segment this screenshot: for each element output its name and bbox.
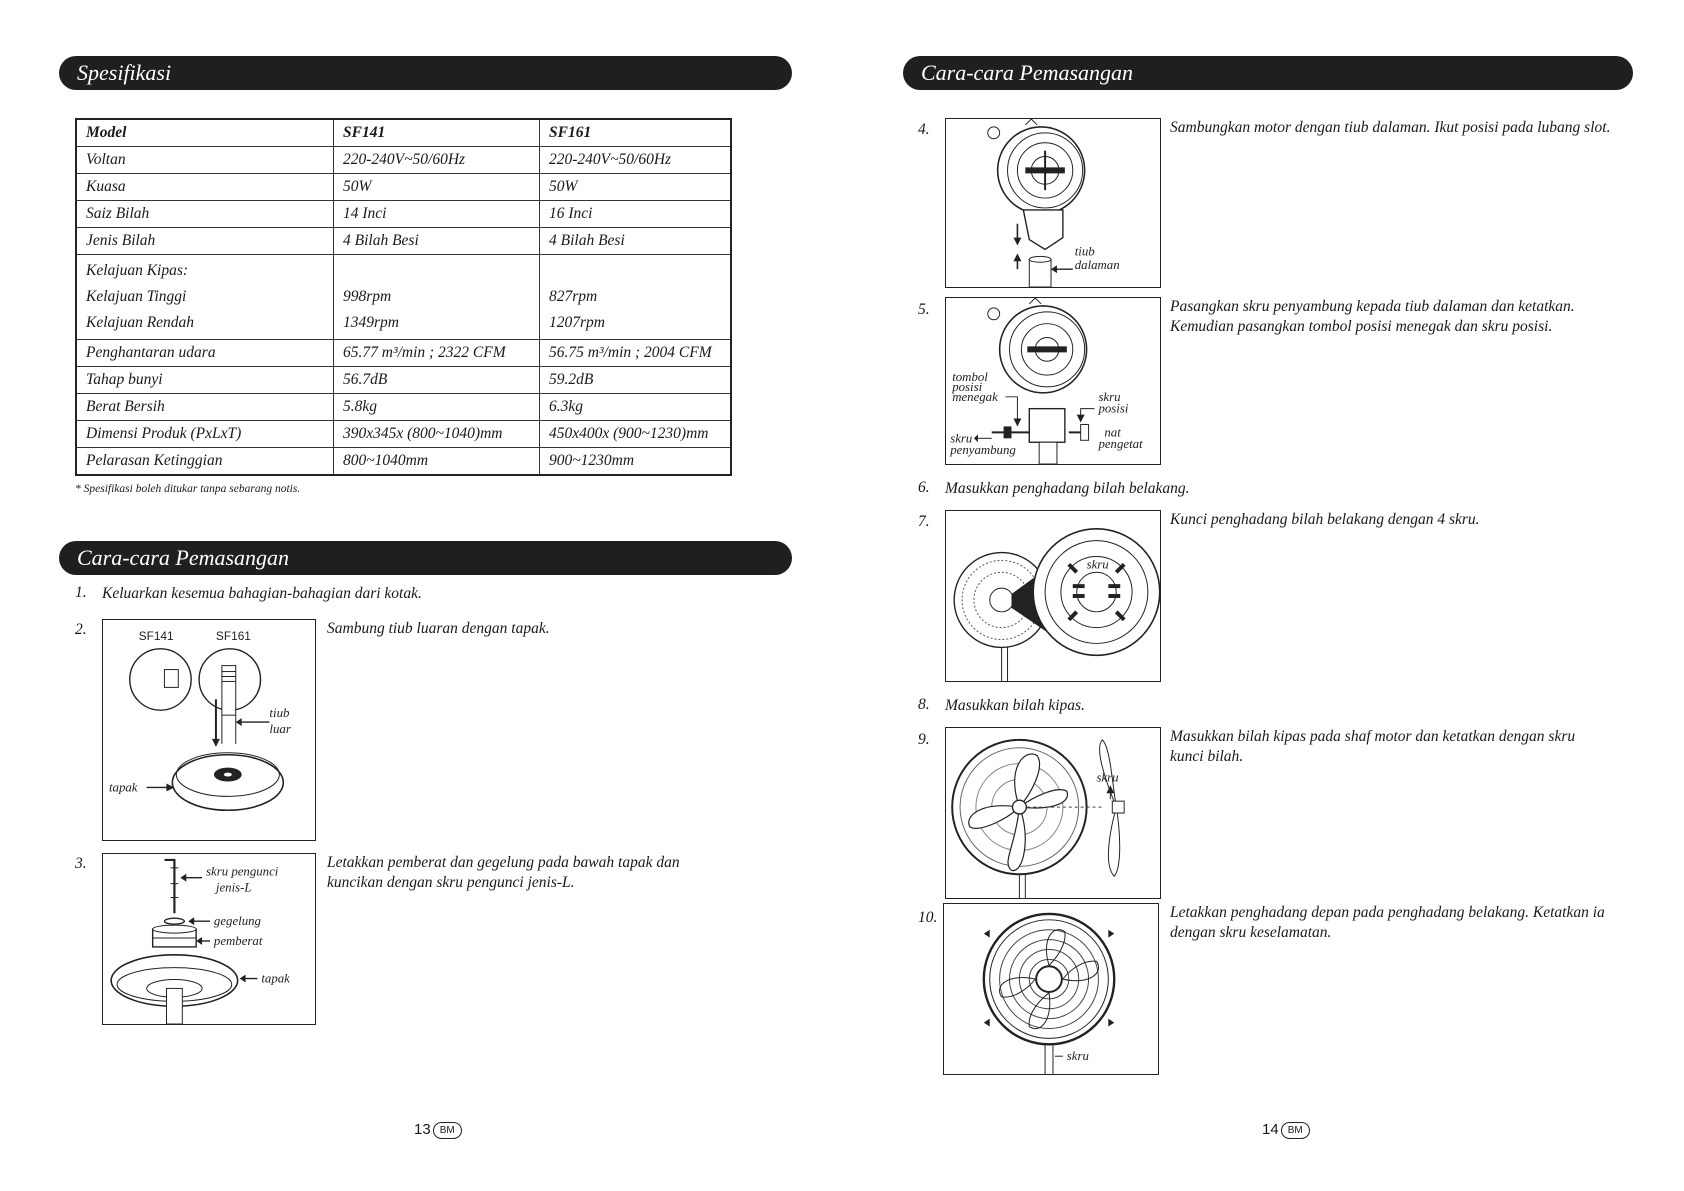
label-screw-1: skru pengunci — [206, 864, 279, 879]
table-cell: 4 Bilah Besi — [540, 228, 732, 255]
language-badge: BM — [433, 1122, 462, 1139]
label-nut-1: nat — [1104, 425, 1121, 440]
label-ring: gegelung — [213, 914, 261, 929]
label-weight: pemberat — [213, 933, 263, 948]
label-pos-2: posisi — [1098, 401, 1129, 416]
page-number: 14 — [1262, 1121, 1279, 1138]
step-number: 6. — [918, 479, 930, 496]
speed-high-label: Kelajuan Tinggi — [86, 288, 187, 305]
rear-guard-illustration — [946, 511, 1160, 681]
table-row — [76, 448, 731, 476]
speed-high-sf161: 827rpm — [549, 288, 598, 305]
table-cell: 14 Inci — [334, 201, 540, 228]
step-text: Pasangkan skru penyambung kepada tiub dalaman dan ketatkan. Kemudian pasangkan tombol posisi menegak dan skru posisi. — [1170, 298, 1575, 335]
table-cell — [76, 255, 334, 340]
figure-step-10 — [943, 903, 1159, 1075]
page-number-right — [1262, 1121, 1310, 1139]
step-text: Sambungkan motor dengan tiub dalaman. Ikut posisi pada lubang slot. — [1170, 119, 1611, 136]
table-cell: 900~1230mm — [540, 448, 732, 476]
table-cell — [334, 255, 540, 340]
table-cell: 390x345x (800~1040)mm — [334, 421, 540, 448]
figure-step-4 — [945, 118, 1161, 288]
table-cell: Voltan — [76, 147, 334, 174]
step-number: 9. — [918, 731, 930, 748]
speed-low-sf141: 1349rpm — [343, 314, 399, 331]
step-text: Masukkan bilah kipas. — [945, 697, 1085, 714]
install-section-title-right: Cara-cara Pemasangan — [903, 56, 1633, 90]
label-screw: skru — [1066, 1049, 1089, 1064]
motor-tube-illustration — [946, 119, 1160, 287]
table-row — [76, 147, 731, 174]
label-sf161: SF161 — [215, 628, 251, 643]
figure-step-7 — [945, 510, 1161, 682]
table-cell: 59.2dB — [540, 367, 732, 394]
table-row — [76, 201, 731, 228]
label-tube-2: dalaman — [1074, 258, 1120, 273]
header-cell: SF161 — [540, 119, 732, 147]
table-cell: 56.75 m³/min ; 2004 CFM — [540, 340, 732, 367]
label-screw-2: jenis-L — [215, 880, 252, 895]
figure-step-3 — [102, 853, 316, 1025]
language-badge: BM — [1281, 1122, 1310, 1139]
label-screw: skru — [1086, 557, 1109, 572]
step-number: 3. — [75, 855, 87, 872]
table-header-row — [76, 119, 731, 147]
table-cell: 800~1040mm — [334, 448, 540, 476]
step-text: Kunci penghadang bilah belakang dengan 4 skru. — [1170, 511, 1480, 528]
install-section-title-left: Cara-cara Pemasangan — [59, 541, 792, 575]
spec-section-title: Spesifikasi — [59, 56, 792, 90]
speed-low-sf161: 1207rpm — [549, 314, 605, 331]
label-tube-2: luar — [269, 721, 291, 736]
table-cell: Kuasa — [76, 174, 334, 201]
fan-blade-illustration — [946, 728, 1160, 898]
figure-step-9 — [945, 727, 1161, 899]
label-sf141: SF141 — [138, 628, 174, 643]
step-text: Letakkan penghadang depan pada penghadang belakang. Ketatkan ia dengan skru keselamatan. — [1170, 904, 1605, 941]
step-text: Sambung tiub luaran dengan tapak. — [327, 620, 550, 637]
step-number: 10. — [918, 909, 938, 926]
table-row — [76, 174, 731, 201]
table-cell: 56.7dB — [334, 367, 540, 394]
table-cell: Berat Bersih — [76, 394, 334, 421]
weight-assembly-illustration — [103, 854, 315, 1024]
table-cell: 50W — [334, 174, 540, 201]
step-number: 2. — [75, 621, 87, 638]
figure-step-5 — [945, 297, 1161, 465]
step-text: Keluarkan kesemua bahagian-bahagian dari kotak. — [102, 585, 422, 602]
spec-note: * Spesifikasi boleh ditukar tanpa sebarang notis. — [75, 483, 301, 495]
label-conn-2: penyambung — [950, 443, 1016, 458]
label-base: tapak — [108, 780, 138, 795]
label-nut-2: pengetat — [1098, 437, 1143, 452]
label-conn-1: skru — [950, 431, 973, 446]
label-screw: skru — [1096, 770, 1119, 785]
table-row — [76, 421, 731, 448]
speed-high-sf141: 998rpm — [343, 288, 392, 305]
table-cell: 450x400x (900~1230)mm — [540, 421, 732, 448]
base-assembly-illustration — [103, 620, 315, 840]
step-number: 1. — [75, 584, 87, 601]
label-tube-1: tiub — [269, 706, 290, 721]
page-number-left — [414, 1121, 462, 1139]
table-cell: 220-240V~50/60Hz — [334, 147, 540, 174]
table-cell: 4 Bilah Besi — [334, 228, 540, 255]
table-cell: 16 Inci — [540, 201, 732, 228]
header-cell: SF141 — [334, 119, 540, 147]
step-number: 4. — [918, 121, 930, 138]
table-row — [76, 228, 731, 255]
table-cell: 5.8kg — [334, 394, 540, 421]
table-cell: Saiz Bilah — [76, 201, 334, 228]
page-number: 13 — [414, 1121, 431, 1138]
knob-screw-illustration — [946, 298, 1160, 464]
table-cell — [540, 255, 732, 340]
table-cell: Penghantaran udara — [76, 340, 334, 367]
table-cell: Jenis Bilah — [76, 228, 334, 255]
label-base: tapak — [261, 971, 290, 986]
spec-table — [75, 118, 732, 476]
table-row-speed — [76, 255, 731, 340]
table-row — [76, 340, 731, 367]
table-cell: 220-240V~50/60Hz — [540, 147, 732, 174]
label-knob-3: menegak — [952, 389, 998, 404]
step-number: 7. — [918, 513, 930, 530]
label-pos-1: skru — [1098, 389, 1121, 404]
table-cell: 50W — [540, 174, 732, 201]
front-guard-illustration — [944, 904, 1158, 1074]
label-knob-1: tombol — [952, 370, 988, 384]
step-text: Masukkan bilah kipas pada shaf motor dan ketatkan dengan skru kunci bilah. — [1170, 728, 1576, 765]
speed-label: Kelajuan Kipas: — [86, 262, 189, 279]
speed-low-label: Kelajuan Rendah — [86, 314, 195, 331]
label-knob-2: posisi — [952, 379, 983, 394]
step-number: 5. — [918, 301, 930, 318]
table-cell: Pelarasan Ketinggian — [76, 448, 334, 476]
header-cell: Model — [76, 119, 334, 147]
step-text: Masukkan penghadang bilah belakang. — [945, 480, 1190, 497]
step-text: Letakkan pemberat dan gegelung pada bawah tapak dan kuncikan dengan skru pengunci jenis-L. — [327, 854, 680, 891]
table-row — [76, 394, 731, 421]
step-number: 8. — [918, 696, 930, 713]
table-cell: 65.77 m³/min ; 2322 CFM — [334, 340, 540, 367]
label-tube-1: tiub — [1074, 244, 1095, 259]
table-cell: Dimensi Produk (PxLxT) — [76, 421, 334, 448]
figure-step-2 — [102, 619, 316, 841]
table-cell: Tahap bunyi — [76, 367, 334, 394]
table-cell: 6.3kg — [540, 394, 732, 421]
table-row — [76, 367, 731, 394]
